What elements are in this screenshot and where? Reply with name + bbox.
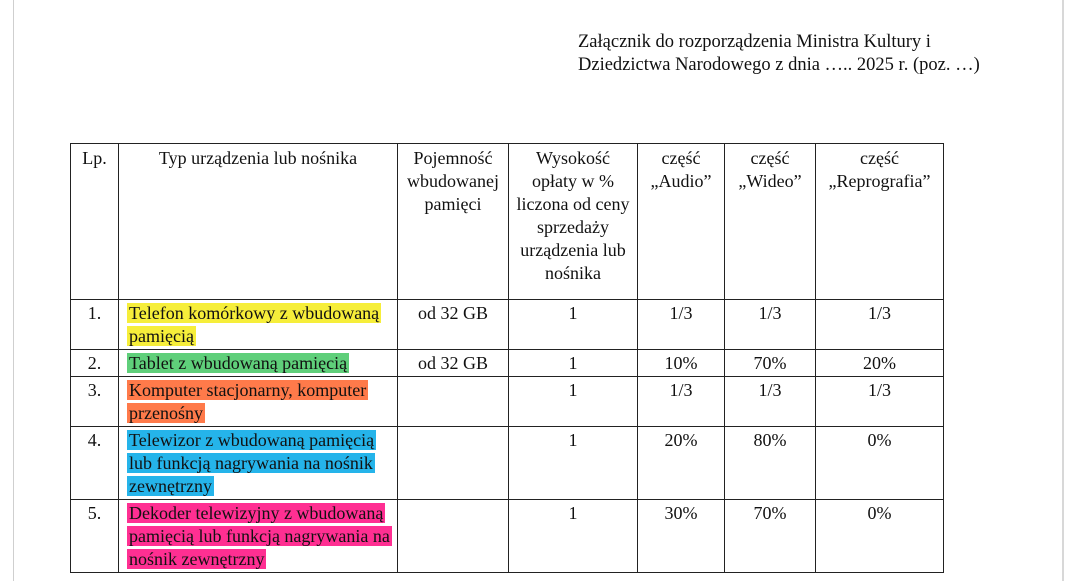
table-header-row [71, 144, 944, 300]
cell-video: 70% [725, 350, 816, 377]
fee-table [70, 143, 944, 573]
annex-header-line-1: Załącznik do rozporządzenia Ministra Kultury i [578, 32, 931, 52]
cell-capacity: od 32 GB [398, 300, 509, 350]
cell-capacity: od 32 GB [398, 350, 509, 377]
cell-fee: 1 [509, 427, 638, 500]
cell-audio: 1/3 [638, 377, 725, 427]
cell-reprography: 0% [816, 500, 944, 573]
table-row [71, 300, 944, 350]
cell-lp: 3. [71, 377, 119, 427]
column-header-capacity: Pojemność wbudowanej pamięci [398, 144, 509, 300]
cell-lp: 4. [71, 427, 119, 500]
cell-audio: 1/3 [638, 300, 725, 350]
cell-video: 1/3 [725, 300, 816, 350]
cell-reprography: 0% [816, 427, 944, 500]
cell-audio: 10% [638, 350, 725, 377]
column-header-reprography: część „Reprografia” [816, 144, 944, 300]
column-header-video: część „Wideo” [725, 144, 816, 300]
cell-lp: 2. [71, 350, 119, 377]
cell-fee: 1 [509, 300, 638, 350]
cell-fee: 1 [509, 377, 638, 427]
cell-fee: 1 [509, 500, 638, 573]
cell-lp: 5. [71, 500, 119, 573]
cell-device-type [119, 377, 398, 427]
annex-header-line-2: Dziedzictwa Narodowego z dnia ….. 2025 r. (poz. …) [578, 55, 980, 75]
cell-audio: 30% [638, 500, 725, 573]
cell-device-type [119, 500, 398, 573]
cell-reprography: 1/3 [816, 377, 944, 427]
cell-device-type [119, 427, 398, 500]
column-header-fee-percent: Wysokość opłaty w % liczona od ceny sprzedaży urządzenia lub nośnika [509, 144, 638, 300]
cell-audio: 20% [638, 427, 725, 500]
column-header-device-type: Typ urządzenia lub nośnika [119, 144, 398, 300]
table-row [71, 427, 944, 500]
cell-capacity [398, 377, 509, 427]
cell-device-type [119, 300, 398, 350]
highlighted-device-type: Komputer stacjonarny, komputer przenośny [129, 380, 367, 423]
highlighted-device-type: Telefon komórkowy z wbudowaną pamięcią [129, 303, 380, 346]
column-header-audio: część „Audio” [638, 144, 725, 300]
cell-fee: 1 [509, 350, 638, 377]
page-right-edge [1062, 0, 1064, 581]
annex-header [578, 31, 980, 77]
page-left-edge [13, 0, 14, 581]
cell-video: 80% [725, 427, 816, 500]
cell-capacity [398, 427, 509, 500]
highlighted-device-type: Tablet z wbudowaną pamięcią [129, 353, 348, 373]
highlighted-device-type: Dekoder telewizyjny z wbudowaną pamięcią lub funkcją nagrywania na nośnik zewnętrzny [129, 503, 390, 569]
cell-video: 70% [725, 500, 816, 573]
cell-reprography: 20% [816, 350, 944, 377]
cell-device-type [119, 350, 398, 377]
table-row [71, 350, 944, 377]
table-row [71, 377, 944, 427]
cell-capacity [398, 500, 509, 573]
table-row [71, 500, 944, 573]
cell-reprography: 1/3 [816, 300, 944, 350]
cell-lp: 1. [71, 300, 119, 350]
highlighted-device-type: Telewizor z wbudowaną pamięcią lub funkcją nagrywania na nośnik zewnętrzny [129, 430, 375, 496]
cell-video: 1/3 [725, 377, 816, 427]
column-header-lp: Lp. [71, 144, 119, 300]
